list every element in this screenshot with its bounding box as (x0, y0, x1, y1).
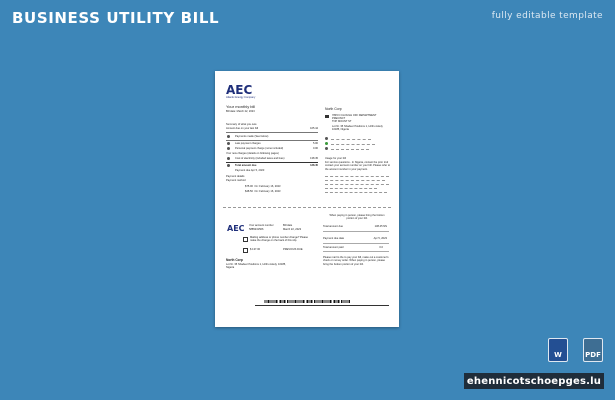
slip-payment-due: Payment due date Apr 5, 2023 (323, 237, 387, 240)
slip-account-label: Your account number (249, 224, 274, 227)
summary-row: Payments made (See below) (235, 135, 269, 138)
slip-previous-label: PREVIOUS DUE (283, 248, 303, 251)
payment-record: $75.00 On: February 16, 2023 (245, 185, 281, 188)
envelope-icon (325, 115, 329, 118)
slip-customer-address: Lot Nr. 35 Shadeer Pavilions 1, Hrithu Likely, 10185, Nigeria (226, 263, 286, 270)
notes-text: For service questions - In Nigeria, contact the prior 2nd contact your account number on your bill. Please refer to the account number in your payment. (325, 161, 391, 171)
customer-address-line: 7845 N CLOUGH OFF DEPARTMENT (332, 114, 377, 117)
barcode (264, 300, 350, 303)
pdf-file-icon[interactable]: PDF (583, 338, 603, 362)
slip-total-due: Total amount due 138.45 NN (323, 225, 387, 228)
personal-charge-icon (227, 147, 230, 150)
slip-bill-date-label: Bill date (283, 224, 293, 227)
summary-row: Personal payment charge (none included) 0.00 (235, 147, 318, 150)
summary-row: Cost of electricity (included taxes and fees) 138.45 (235, 157, 318, 160)
slip-pay-in-person: When paying in person, please bring the bottom portion of your bill. (329, 214, 385, 221)
slip-amount-line: $ 137.00 (250, 248, 261, 251)
amount-checkbox[interactable] (243, 248, 248, 253)
bill-document (215, 71, 399, 327)
summary-row: Your new charges (details on following pages) (226, 152, 279, 155)
customer-name: North Corp (325, 107, 342, 111)
summary-row: Amount due on your last bill 165.44 (226, 127, 318, 130)
word-file-icon[interactable]: W (548, 338, 568, 362)
late-charge-icon (227, 142, 230, 145)
page-title: BUSINESS UTILITY BILL (12, 9, 220, 27)
electricity-icon (227, 157, 230, 160)
slip-bill-date-value: March 22, 2023 (283, 228, 302, 231)
summary-row: Payment due Apr 5, 2023 (235, 169, 265, 172)
total-icon (227, 164, 230, 167)
payment-icon (227, 135, 230, 138)
logo-tagline: Atlantic Energy Company (226, 96, 256, 99)
payment-method-label: Payment method (226, 179, 246, 182)
customer-address-line: 10185, Nigeria (332, 128, 349, 131)
slip-customer-name: North Corp (226, 258, 243, 262)
slip-account-value: 5885231566 (249, 228, 264, 231)
tear-line (223, 207, 391, 208)
customer-address-line: TOP MOUNT ST (332, 120, 352, 123)
slip-amount-paid: Total amount paid 0.0 (323, 246, 383, 249)
page-subtitle: fully editable template (491, 11, 603, 21)
customer-address-line: PRECINCT (332, 117, 346, 120)
aec-logo: AEC (226, 83, 253, 97)
notes-title: Usage for your bill (325, 157, 346, 160)
summary-title: Summary of what you owe (226, 123, 257, 126)
slip-footer-note: Please mail to the to pay your bill, make out a customer's check or money order. When paying in person, please bring the bottom portion of your bill. (323, 256, 389, 266)
address-change-checkbox[interactable] (243, 237, 248, 242)
slip-aec-logo: AEC (227, 224, 245, 233)
bill-date: Bill date: March 22, 2023 (226, 110, 255, 113)
website-badge[interactable]: ehennicotschoepges.lu (464, 373, 604, 389)
bill-heading: Your monthly bill (226, 104, 256, 109)
slip-address-change: Mailing address or phone number change? Please make the change on the back of this slip. (250, 236, 308, 243)
payment-details-label: Payment details (226, 175, 245, 178)
summary-row: Total amount due 138.45 (235, 164, 318, 167)
summary-row: Late payment charges 5.00 (235, 142, 318, 145)
customer-address-line: Lot Nr. 35 Shadeer Pavilions 1, Hrithu Likely (332, 125, 383, 128)
payment-record: $48.50 On: February 16, 2023 (245, 190, 281, 193)
